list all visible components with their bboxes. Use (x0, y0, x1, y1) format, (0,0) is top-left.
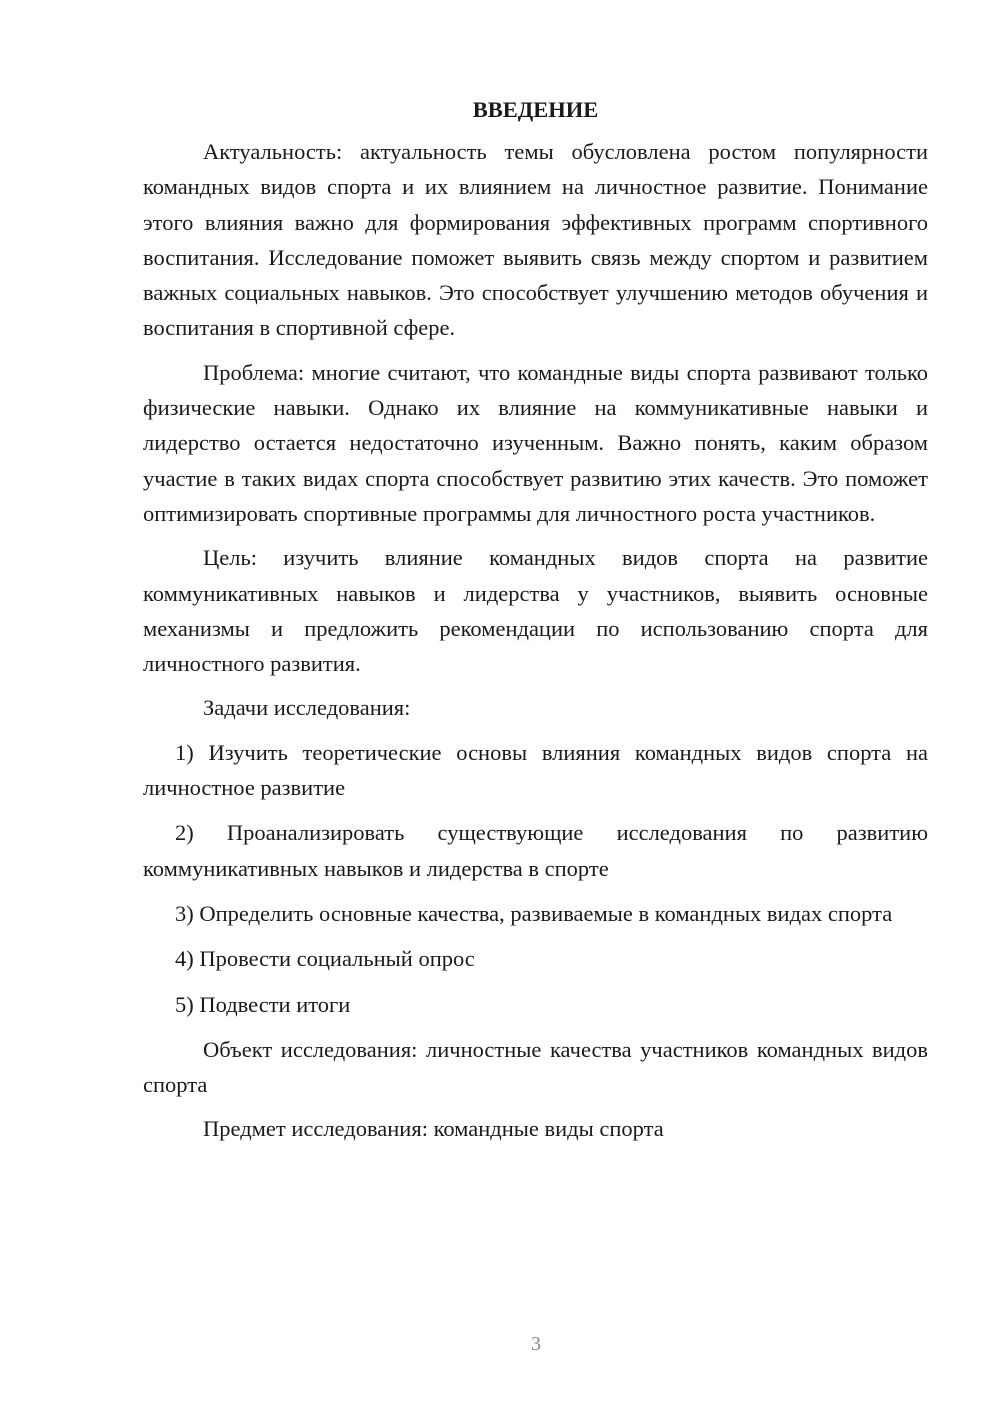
task-item-5: 5) Подвести итоги (175, 991, 351, 1017)
problem-paragraph: Проблема: многие считают, что командные виды спорта развивают только физические навыки. Однако их влияние на коммуникативные навыки и лидерство остается недостаточно изученным. Важно понять, каким образом участие в таких видах спорта способствует развитию этих качеств. Это поможет оптимизировать спортивные программы для личностного роста участников. (143, 359, 928, 526)
page-content (143, 92, 928, 1156)
task-item-4: 4) Провести социальный опрос (175, 946, 475, 972)
page-number: 3 (531, 1333, 541, 1355)
relevance-paragraph: Актуальность: актуальность темы обусловлена ростом популярности командных видов спорта и их влиянием на личностное развитие. Понимание этого влияния важно для формирования эффективных программ спортивного воспитания. Исследование поможет выявить связь между спортом и развитием важных социальных навыков. Это способствует улучшению методов обучения и воспитания в спортивной сфере. (143, 139, 928, 341)
task-item-2: 2) Проанализировать существующие исследования по развитию коммуникативных навыков и лидерства в спорте (143, 820, 928, 881)
research-object-paragraph: Объект исследования: личностные качества участников командных видов спорта (143, 1036, 928, 1098)
tasks-intro: Задачи исследования: (203, 695, 411, 721)
task-item-3: 3) Определить основные качества, развиваемые в командных видах спорта (175, 900, 893, 926)
task-item-1: 1) Изучить теоретические основы влияния командных видов спорта на личностное развитие (143, 739, 928, 801)
goal-paragraph: Цель: изучить влияние командных видов спорта на развитие коммуникативных навыков и лидерства у участников, выявить основные механизмы и предложить рекомендации по использованию спорта для личностного развития. (143, 545, 928, 677)
section-heading: ВВЕДЕНИЕ (472, 97, 599, 122)
research-subject-paragraph: Предмет исследования: командные виды спорта (203, 1116, 664, 1142)
